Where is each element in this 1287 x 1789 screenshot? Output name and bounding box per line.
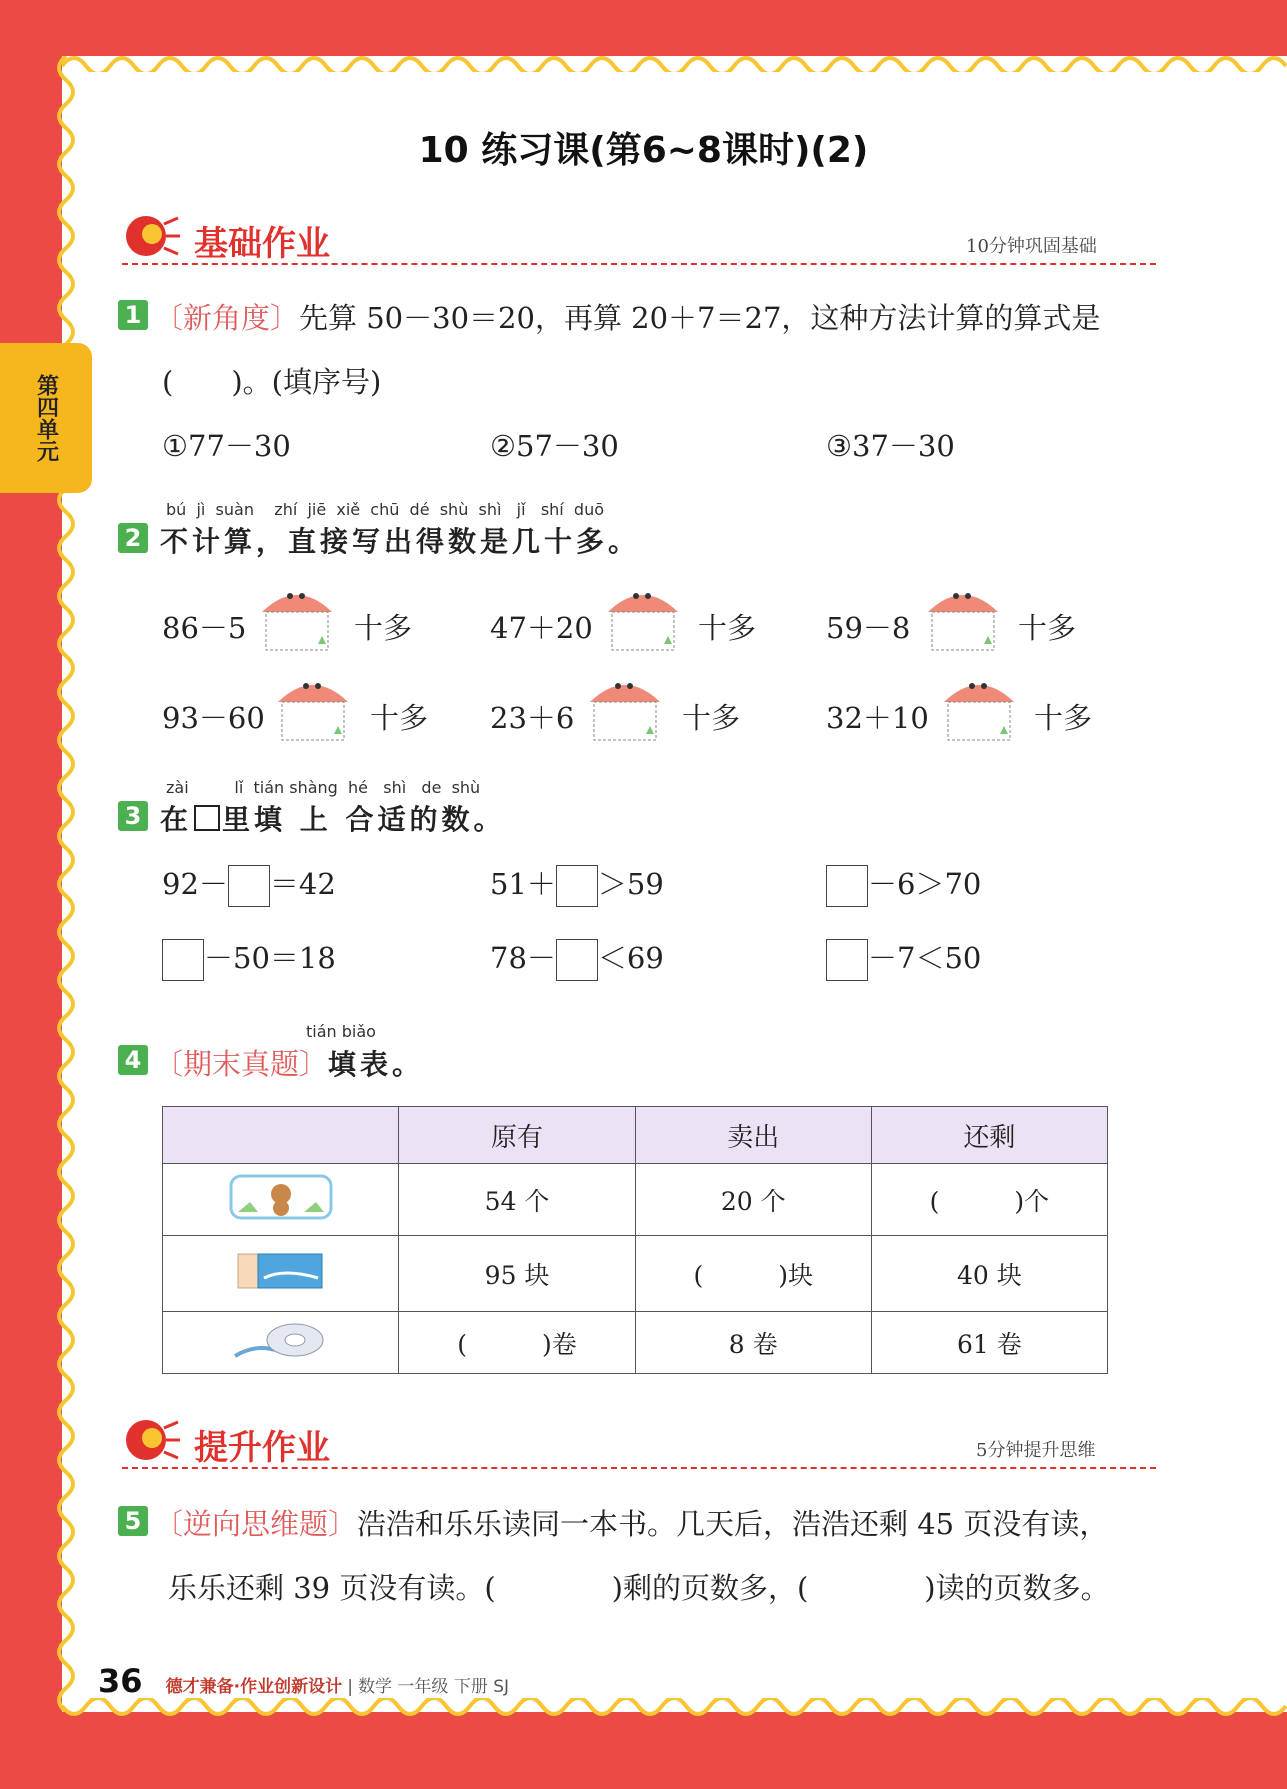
question-1-line2: ( )。(填序号) [162, 365, 382, 399]
question-1-tag: 〔新角度〕 [154, 301, 300, 335]
table-row [163, 1164, 1108, 1236]
table-answer-cell[interactable]: ( )块 [635, 1236, 871, 1312]
q3-item-5 [490, 936, 664, 981]
question-1-badge: 1 [118, 300, 148, 330]
page-number: 36 [98, 1662, 143, 1700]
cake-answer-box-5[interactable] [586, 672, 664, 744]
square-icon [194, 805, 220, 831]
question-1-option-3[interactable]: ③37－30 [826, 429, 955, 463]
q2-suffix-2: 十多 [698, 611, 757, 645]
table-row [163, 1236, 1108, 1312]
table-header-blank [163, 1107, 399, 1164]
fill-table [162, 1106, 1108, 1374]
question-5-tag: 〔逆向思维题〕 [154, 1507, 358, 1541]
q3-answer-box-6[interactable] [826, 939, 868, 981]
section-advanced-title: 提升作业 [194, 1428, 330, 1468]
question-5-text [154, 1502, 1108, 1543]
q3-item-6-right: －7＜50 [868, 941, 982, 975]
section-basic-title: 基础作业 [194, 224, 330, 264]
mascot-icon [120, 210, 182, 262]
q3-item-5-left: 78－ [490, 941, 556, 975]
q2-suffix-4: 十多 [370, 701, 429, 735]
cake-answer-box-6[interactable] [940, 672, 1018, 744]
table-cell: 40 块 [871, 1236, 1107, 1312]
question-2-text: 不计算，直接写出得数是几十多。 [160, 525, 641, 558]
q2-suffix-5: 十多 [682, 701, 741, 735]
table-cell: 54 个 [399, 1164, 635, 1236]
q2-suffix-3: 十多 [1018, 611, 1077, 645]
cake-answer-box-1[interactable] [258, 582, 336, 654]
q3-item-3 [826, 862, 981, 907]
q2-expression-5: 23＋6 [490, 701, 575, 735]
footer-brand: 德才兼备·作业创新设计 [165, 1677, 343, 1697]
q3-item-2-left: 51＋ [490, 867, 556, 901]
cake-answer-box-2[interactable] [604, 582, 682, 654]
q3-answer-box-2[interactable] [556, 865, 598, 907]
question-3-text [160, 798, 506, 838]
question-4-badge: 4 [118, 1045, 148, 1075]
q3-item-5-right: ＜69 [597, 941, 664, 975]
q2-suffix-1: 十多 [354, 611, 413, 645]
q2-expression-6: 32＋10 [826, 701, 929, 735]
q2-expression-2: 47＋20 [490, 611, 593, 645]
question-4-pinyin: tián biǎo [306, 1022, 376, 1041]
question-1-option-1[interactable]: ①77－30 [162, 429, 291, 463]
question-5-line2: 乐乐还剩 39 页没有读。( )剩的页数多，( )读的页数多。 [168, 1571, 1110, 1605]
footer-info: 数学 一年级 下册 SJ [358, 1677, 510, 1697]
wavy-border-top [62, 44, 1287, 72]
table-answer-cell[interactable]: ( )个 [871, 1164, 1107, 1236]
page-footer [98, 1662, 509, 1700]
q2-expression-3: 59－8 [826, 611, 911, 645]
table-cell: 8 卷 [635, 1312, 871, 1374]
wavy-border-left [52, 56, 76, 1712]
q3-item-1 [162, 862, 336, 907]
tape-roll-icon [163, 1312, 399, 1374]
section-basic-divider [122, 263, 1156, 265]
table-row [163, 1312, 1108, 1374]
cake-answer-box-3[interactable] [924, 582, 1002, 654]
page-title: 10 练习课(第6~8课时)(2) [418, 130, 869, 171]
q3-item-2-right: ＞59 [597, 867, 664, 901]
q3-item-6 [826, 936, 981, 981]
q3-answer-box-4[interactable] [162, 939, 204, 981]
mascot-icon [120, 1414, 182, 1466]
section-basic-subtitle: 10分钟巩固基础 [966, 236, 1097, 257]
q2-suffix-6: 十多 [1034, 701, 1093, 735]
question-3-text-a: 在 [160, 803, 193, 836]
question-4-body: 填表。 [328, 1048, 425, 1081]
q3-item-4-right: －50＝18 [204, 941, 336, 975]
pencil-box-icon [163, 1164, 399, 1236]
question-1-text [154, 296, 1100, 337]
table-header-row [163, 1107, 1108, 1164]
table-cell: 61 卷 [871, 1312, 1107, 1374]
question-3-badge: 3 [118, 801, 148, 831]
question-4-text [154, 1042, 424, 1083]
cake-answer-box-4[interactable] [274, 672, 352, 744]
table-header-sold: 卖出 [635, 1107, 871, 1164]
unit-side-tab-label: 第四单元 [33, 374, 59, 462]
question-3-text-b: 里填 上 合适的数。 [222, 803, 506, 836]
question-2-pinyin: bú jì suàn zhí jiē xiě chū dé shù shì jǐ shí duō [166, 500, 605, 519]
section-advanced-subtitle: 5分钟提升思维 [976, 1440, 1096, 1461]
q3-answer-box-5[interactable] [556, 939, 598, 981]
table-answer-cell[interactable]: ( )卷 [399, 1312, 635, 1374]
table-cell: 20 个 [635, 1164, 871, 1236]
question-4-tag: 〔期末真题〕 [154, 1047, 329, 1081]
q2-expression-1: 86－5 [162, 611, 247, 645]
q3-item-4 [162, 936, 336, 981]
q2-expression-4: 93－60 [162, 701, 265, 735]
q3-answer-box-3[interactable] [826, 865, 868, 907]
unit-side-tab [0, 343, 92, 493]
question-5-badge: 5 [118, 1506, 148, 1536]
table-header-remaining: 还剩 [871, 1107, 1107, 1164]
wavy-border-bottom [62, 1698, 1287, 1726]
q3-item-2 [490, 862, 664, 907]
q3-answer-box-1[interactable] [228, 865, 270, 907]
q3-item-1-right: ＝42 [269, 867, 336, 901]
q3-item-3-right: －6＞70 [868, 867, 982, 901]
question-2-badge: 2 [118, 523, 148, 553]
table-header-original: 原有 [399, 1107, 635, 1164]
question-3-pinyin: zài lǐ tián shàng hé shì de shù [166, 778, 481, 797]
eraser-icon [163, 1236, 399, 1312]
section-advanced-divider [122, 1467, 1156, 1469]
footer-separator: | [347, 1677, 353, 1697]
q3-item-1-left: 92－ [162, 867, 228, 901]
table-cell: 95 块 [399, 1236, 635, 1312]
question-1-body: 先算 50－30＝20，再算 20＋7＝27，这种方法计算的算式是 [299, 301, 1101, 335]
question-5-body: 浩浩和乐乐读同一本书。几天后，浩浩还剩 45 页没有读， [357, 1507, 1109, 1541]
question-1-option-2[interactable]: ②57－30 [490, 429, 619, 463]
